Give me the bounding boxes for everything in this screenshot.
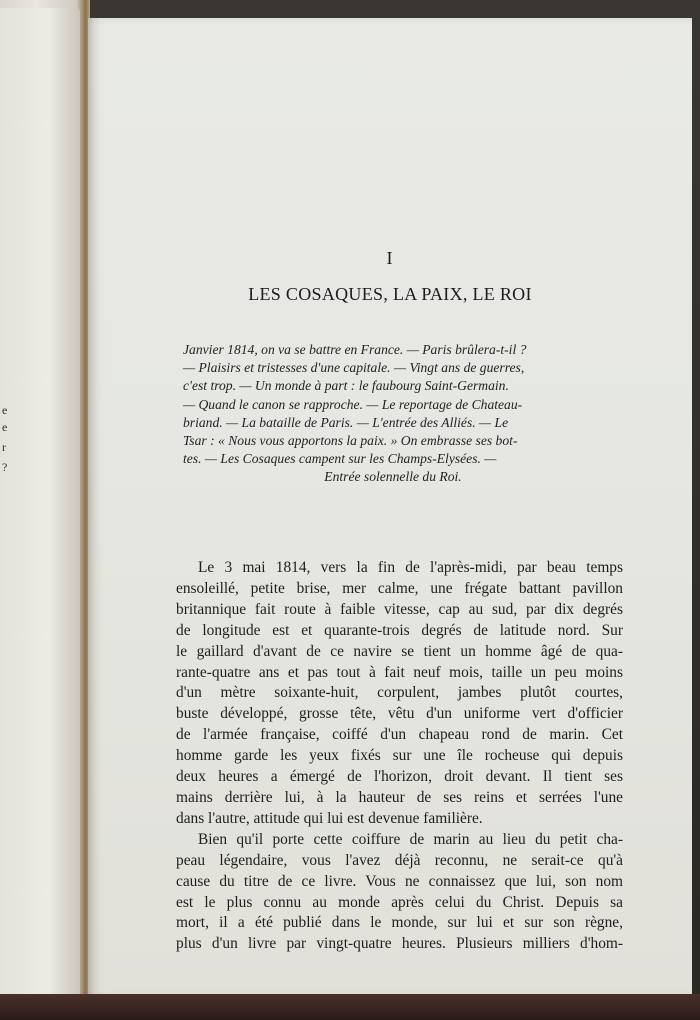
paragraph-line: de longitude est et quarante-trois degrés de latitude nord. Sur xyxy=(176,621,623,639)
summary-line: Tsar : « Nous vous apportons la paix. » On embrasse ses bot- xyxy=(183,433,518,449)
chapter-number: I xyxy=(386,248,394,268)
paragraph-line: Le 3 mai 1814, vers la fin de l'après-midi, par beau temps xyxy=(198,559,623,576)
paragraph-line: d'un mètre soixante-huit, corpulent, jambes plutôt courtes, xyxy=(176,684,623,702)
paragraph-line: dans l'autre, attitude qui lui est devenue familière. xyxy=(176,809,483,827)
summary-line: Entrée solennelle du Roi. xyxy=(324,469,462,485)
paragraph-line: mains derrière lui, à la hauteur de ses reins et serrées l'une xyxy=(176,788,623,806)
left-page-mark: ? xyxy=(2,460,8,474)
summary-line: — Quand le canon se rapproche. — Le reportage de Chateau- xyxy=(183,396,523,412)
book-bottom-edge xyxy=(0,994,700,1020)
paragraph-line: plus d'un livre par vingt-quatre heures. Plusieurs milliers d'hom- xyxy=(176,935,623,953)
paragraph-line: britannique fait route à faible vitesse, cap au sud, par dix degrés xyxy=(176,600,623,618)
summary-line: c'est trop. — Un monde à part : le faubourg Saint-Germain. xyxy=(183,378,509,394)
summary-line: tes. — Les Cosaques campent sur les Champs-Elysées. — xyxy=(183,451,497,467)
left-page-mark: e xyxy=(2,403,8,417)
left-page xyxy=(0,8,80,998)
summary-line: Janvier 1814, on va se battre en France. — Paris brûlera-t-il ? xyxy=(183,342,527,357)
paragraph-line: homme garde les yeux fixés sur une île rocheuse qui depuis xyxy=(176,747,623,765)
chapter-title: LES COSAQUES, LA PAIX, LE ROI xyxy=(248,284,532,304)
summary-line: briand. — La bataille de Paris. — L'entrée des Alliés. — Le xyxy=(183,414,509,430)
paragraph-line: deux heures a émergé de l'horizon, droit devant. Il tient ses xyxy=(176,768,623,786)
summary-line: — Plaisirs et tristesses d'une capitale. — Vingt ans de guerres, xyxy=(183,360,525,376)
body-text xyxy=(176,558,623,955)
paragraph-line: ensoleillé, petite brise, mer calme, une frégate battant pavillon xyxy=(176,579,623,597)
paragraph-line: de l'armée française, coiffé d'un chapeau rond de marin. Cet xyxy=(176,726,623,744)
left-page-mark: e xyxy=(2,420,8,434)
paragraph-line: le gaillard d'avant de ce navire se tient un homme âgé de qua- xyxy=(176,642,623,660)
paragraph-line: rante-quatre ans et pas tout à fait neuf mois, taille un peu moins xyxy=(176,663,623,681)
paragraph-line: mort, il a été publié dans le monde, sur lui et sur son règne, xyxy=(176,914,623,932)
left-page-mark: r xyxy=(2,440,6,454)
chapter-summary xyxy=(183,341,603,487)
paragraph-line: cause du titre de ce livre. Vous ne connaissez que lui, son nom xyxy=(176,872,623,890)
paragraph-line: peau légendaire, vous l'avez déjà reconnu, ne serait-ce qu'à xyxy=(176,851,623,869)
paragraph-line: est le plus connu au monde après celui du Christ. Depuis sa xyxy=(176,893,623,911)
paragraph-line: Bien qu'il porte cette coiffure de marin au lieu du petit cha- xyxy=(198,830,623,848)
right-page xyxy=(88,18,692,998)
paragraph-line: buste développé, grosse tête, vêtu d'un uniforme vert d'officier xyxy=(176,705,623,723)
